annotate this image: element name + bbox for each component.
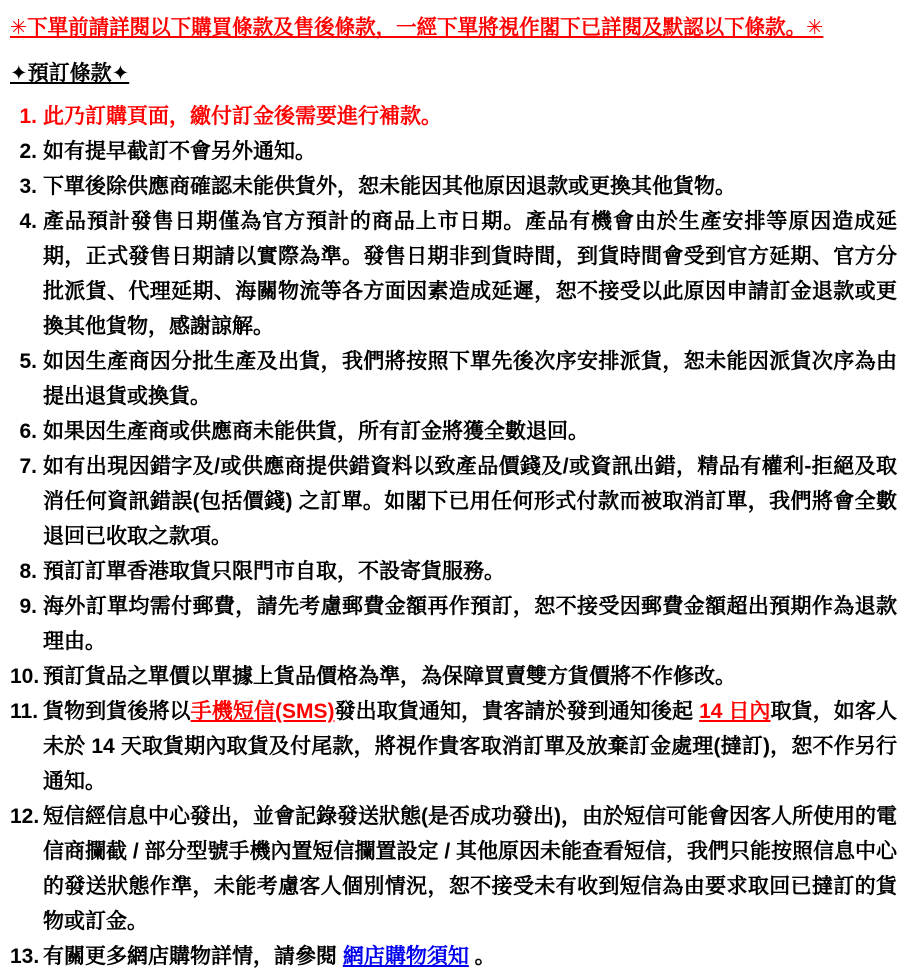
- term-text: 有關更多網店購物詳情，請參閱 網店購物須知 。: [43, 945, 496, 968]
- term-number: 9.: [19, 595, 37, 618]
- term-text: 如有提早截訂不會另外通知。: [43, 140, 316, 163]
- term-text: 貨物到貨後將以手機短信(SMS)發出取貨通知，貴客請於發到通知後起 14 日內取貨，如客人未於 14 天取貨期內取貨及付尾款，將視作貴客取消訂單及放棄訂金處理(撻訂)，恕不作另行通知。: [43, 700, 897, 793]
- sms-notice-highlight: 手機短信(SMS): [190, 700, 335, 723]
- term-item-12: [10, 799, 897, 939]
- term-number: 6.: [19, 420, 37, 443]
- term-number: 10.: [10, 665, 40, 688]
- term-text: 下單後除供應商確認未能供貨外，恕未能因其他原因退款或更換其他貨物。: [43, 175, 736, 198]
- term-number: 7.: [19, 455, 37, 478]
- term-number: 2.: [19, 140, 37, 163]
- term-number: 8.: [19, 560, 37, 583]
- term-number: 4.: [19, 210, 37, 233]
- term-number: 13.: [10, 945, 40, 968]
- preorder-terms-heading: ✦預訂條款✦: [10, 62, 130, 85]
- term-number: 5.: [19, 350, 37, 373]
- term-item-11: [10, 694, 897, 799]
- term-item-9: [10, 589, 897, 659]
- cropped-notice-line: [10, 0, 897, 7]
- term-number: 3.: [19, 175, 37, 198]
- pickup-deadline-highlight: 14 日內: [699, 700, 771, 723]
- term-number: 12.: [10, 805, 40, 828]
- term-text: 如果因生產商或供應商未能供貨，所有訂金將獲全數退回。: [43, 420, 589, 443]
- term-text: 預訂訂單香港取貨只限門市自取，不設寄貨服務。: [43, 560, 505, 583]
- term-item-8: [10, 554, 897, 589]
- term-item-2: [10, 134, 897, 169]
- preorder-terms-list: [10, 99, 897, 974]
- store-shopping-guide-link[interactable]: 網店購物須知: [342, 945, 469, 968]
- term-item-10: [10, 659, 897, 694]
- term-number: 1.: [19, 105, 37, 128]
- term-item-1: [10, 99, 897, 134]
- term-item-7: [10, 449, 897, 554]
- term-item-5: [10, 344, 897, 414]
- term-text: 預訂貨品之單價以單據上貨品價格為準，為保障買賣雙方貨價將不作修改。: [43, 665, 736, 688]
- term-text: 此乃訂購頁面，繳付訂金後需要進行補款。: [43, 105, 442, 128]
- term-item-3: [10, 169, 897, 204]
- term-item-4: [10, 204, 897, 344]
- term-text: 如有出現因錯字及/或供應商提供錯資料以致產品價錢及/或資訊出錯，精品有權利-拒絕及取消任何資訊錯誤(包括價錢) 之訂單。如閣下已用任何形式付款而被取消訂單，我們將會全數退回已收取之款項。: [43, 455, 897, 548]
- purchase-notice-title: ✳下單前請詳閱以下購買條款及售後條款，一經下單將視作閣下已詳閱及默認以下條款。✳: [10, 16, 824, 39]
- term-text: 如因生產商因分批生產及出貨，我們將按照下單先後次序安排派貨，恕未能因派貨次序為由提出退貨或換貨。: [43, 350, 897, 408]
- term-text: 短信經信息中心發出，並會記錄發送狀態(是否成功發出)，由於短信可能會因客人所使用的電信商攔截 / 部分型號手機內置短信攔置設定 / 其他原因未能查看短信，我們只能按照信息中心的發送狀態作準，未能考慮客人個別情況，恕不接受未有收到短信為由要求取回已撻訂的貨物或訂金。: [43, 805, 898, 933]
- term-text: 海外訂單均需付郵費，請先考慮郵費金額再作預訂，恕不接受因郵費金額超出預期作為退款理由。: [43, 595, 897, 653]
- term-number: 11.: [10, 700, 39, 723]
- term-item-6: [10, 414, 897, 449]
- purchase-notice-title-cropped: [10, 0, 897, 6]
- term-text: 產品預計發售日期僅為官方預計的商品上市日期。產品有機會由於生產安排等原因造成延期，正式發售日期請以實際為準。發售日期非到貨時間，到貨時間會受到官方延期、官方分批派貨、代理延期、海關物流等各方面因素造成延遲，恕不接受以此原因申請訂金退款或更換其他貨物，感謝諒解。: [43, 210, 897, 338]
- term-item-13: [10, 939, 897, 974]
